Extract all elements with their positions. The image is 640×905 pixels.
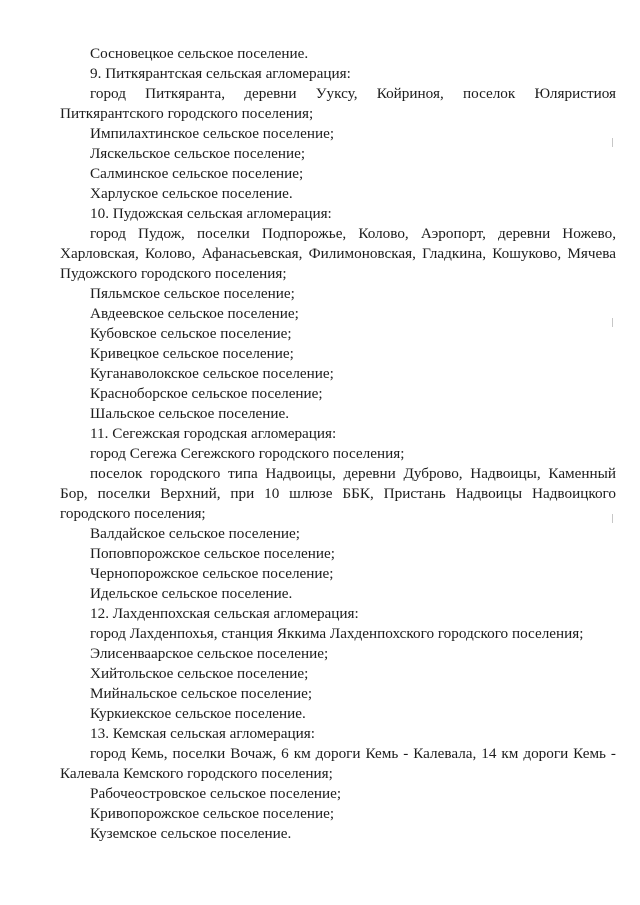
text-line: Кубовское сельское поселение; — [90, 325, 292, 342]
text-line: Сосновецкое сельское поселение. — [90, 45, 309, 62]
text-line: Поповпорожское сельское поселение; — [90, 545, 336, 562]
text-line: Чернопорожское сельское поселение; — [90, 565, 334, 582]
text-line: Пяльмское сельское поселение; — [90, 285, 295, 302]
text-line: Валдайское сельское поселение; — [90, 525, 300, 542]
text-line: Куземское сельское поселение. — [90, 825, 292, 842]
text-line: Мийнальское сельское поселение; — [90, 685, 313, 702]
text-line: 10. Пудожская сельская агломерация: — [90, 205, 332, 222]
text-line: Кривецкое сельское поселение; — [90, 345, 294, 362]
text-line: Кривопорожское сельское поселение; — [90, 805, 335, 822]
text-line: Элисенваарское сельское поселение; — [90, 645, 329, 662]
text-line: город Питкяранта, деревни Ууксу, Койриноя, поселок Юляристиоя — [90, 85, 616, 102]
text-line: Питкярантского городского поселения; — [60, 105, 314, 122]
text-line: город Лахденпохья, станция Яккима Лахденпохского городского поселения; — [90, 625, 584, 642]
text-line: Импилахтинское сельское поселение; — [90, 125, 335, 142]
text-line: городского поселения; — [60, 505, 206, 522]
text-line: Идельское сельское поселение. — [90, 585, 293, 602]
text-line: город Кемь, поселки Вочаж, 6 км дороги Кемь - Калевала, 14 км дороги Кемь - — [90, 745, 616, 762]
text-line: 12. Лахденпохская сельская агломерация: — [90, 605, 359, 622]
text-line: Харлуское сельское поселение. — [90, 185, 293, 202]
text-line: Рабочеостровское сельское поселение; — [90, 785, 342, 802]
text-line: Салминское сельское поселение; — [90, 165, 304, 182]
text-line: Куганаволокское сельское поселение; — [90, 365, 334, 382]
text-line: 11. Сегежская городская агломерация: — [90, 425, 337, 442]
text-line: Шальское сельское поселение. — [90, 405, 290, 422]
text-line: Куркиекское сельское поселение. — [90, 705, 306, 722]
text-line: 9. Питкярантская сельская агломерация: — [90, 65, 351, 82]
text-line: Красноборское сельское поселение; — [90, 385, 323, 402]
text-line: Бор, поселки Верхний, при 10 шлюзе ББК, Пристань Надвоицы Надвоицкого — [60, 485, 616, 502]
text-line: Хийтольское сельское поселение; — [90, 665, 309, 682]
text-line: поселок городского типа Надвоицы, деревни Дуброво, Надвоицы, Каменный — [90, 465, 616, 482]
text-line: город Сегежа Сегежского городского поселения; — [90, 445, 405, 462]
text-line: Харловская, Колово, Афанасьевская, Филимоновская, Гладкина, Кошуково, Мячева — [60, 245, 616, 262]
document-body — [60, 44, 616, 844]
text-line: 13. Кемская сельская агломерация: — [90, 725, 315, 742]
text-line: Калевала Кемского городского поселения; — [60, 765, 333, 782]
text-line: Авдеевское сельское поселение; — [90, 305, 299, 322]
text-line: город Пудож, поселки Подпорожье, Колово, Аэропорт, деревни Ножево, — [90, 225, 616, 242]
text-line: Ляскельское сельское поселение; — [90, 145, 306, 162]
text-line: Пудожского городского поселения; — [60, 265, 287, 282]
